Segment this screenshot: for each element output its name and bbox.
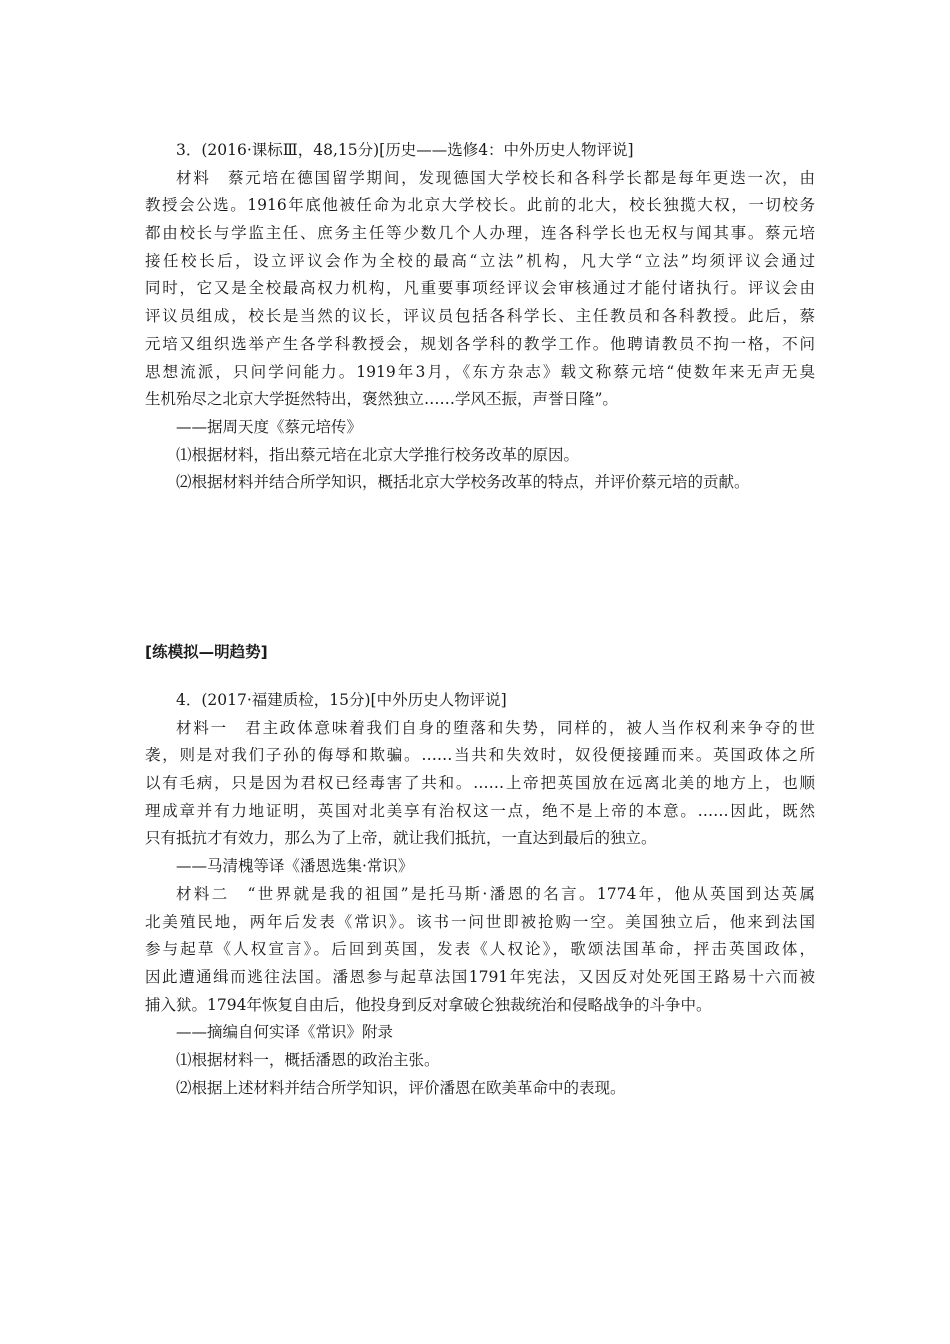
q4-source-2: ——摘编自何实译《常识》附录 [176,1023,394,1042]
q3-question-1: ⑴根据材料，指出蔡元培在北京大学推行校务改革的原因。 [176,445,580,464]
q3-material-line: 教授会公选。1916年底他被任命为北京大学校长。此前的北大，校长独揽大权，一切校务 [145,196,815,215]
q4-material1-line: 以有毛病，只是因为君权已经毒害了共和。……上帝把英国放在远离北美的地方上，也顺 [145,774,815,793]
q3-material-line: 同时，它又是全校最高权力机构，凡重要事项经评议会审核通过才能付诸执行。评议会由 [145,279,815,298]
section-heading: [练模拟—明趋势] [145,643,268,661]
question-3-title: 3．(2016·课标Ⅲ，48,15分)[历史——选修4：中外历史人物评说] [176,141,634,159]
q4-material1-line: 材料一 君主政体意味着我们自身的堕落和失势，同样的，被人当作权利来争夺的世 [176,718,815,737]
q4-material1-line: 理成章并有力地证明，英国对北美享有治权这一点，绝不是上帝的本意。……因此，既然 [145,801,815,820]
q4-material1-line: 只有抵抗才有效力，那么为了上帝，就让我们抵抗，一直达到最后的独立。 [145,829,657,848]
q4-material2-line: 北美殖民地，两年后发表《常识》。该书一问世即被抢购一空。美国独立后，他来到法国 [145,912,815,931]
q3-material-line: 生机殆尽之北京大学挺然特出，褒然独立……学风丕振，声誉日隆”。 [145,390,618,409]
q4-question-1: ⑴根据材料一，概括潘恩的政治主张。 [176,1050,440,1069]
q3-material-line: 材料 蔡元培在德国留学期间，发现德国大学校长和各科学长都是每年更迭一次，由 [176,168,815,187]
q4-material2-line: 捕入狱。1794年恢复自由后，他投身到反对拿破仑独裁统治和侵略战争的斗争中。 [145,995,712,1014]
question-4 [145,687,815,1102]
q4-material2-line: 参与起草《人权宣言》。后回到英国，发表《人权论》，歌颂法国革命，抨击英国政体， [145,940,815,959]
q4-material2-line: 因此遭通缉而逃往法国。潘恩参与起草法国1791年宪法，又因反对处死国王路易十六而被 [145,967,815,986]
q4-question-2: ⑵根据上述材料并结合所学知识，评价潘恩在欧美革命中的表现。 [176,1078,626,1097]
q4-material2-line: 材料二 “世界就是我的祖国”是托马斯·潘恩的名言。1774年，他从英国到达英属 [176,884,815,903]
q4-source-1: ——马清槐等译《潘恩选集·常识》 [176,857,414,876]
q3-source: ——据周天度《蔡元培传》 [176,417,363,436]
q3-material-line: 接任校长后，设立评议会作为全校的最高“立法”机构，凡大学“立法”均须评议会通过 [145,251,815,270]
question-3 [145,137,815,497]
q3-material-line: 元培又组织选举产生各学科教授会，规划各学科的教学工作。他聘请教员不拘一格，不问 [145,334,815,353]
q3-material-line: 评议员组成，校长是当然的议长，评议员包括各科学长、主任教员和各科教授。此后，蔡 [145,307,815,326]
q3-material-line: 都由校长与学监主任、庶务主任等少数几个人办理，连各科学长也无权与闻其事。蔡元培 [145,224,815,243]
question-4-title: 4．(2017·福建质检，15分)[中外历史人物评说] [176,691,507,709]
q3-question-2: ⑵根据材料并结合所学知识，概括北京大学校务改革的特点，并评价蔡元培的贡献。 [176,473,750,492]
q3-material-line: 思想流派，只问学问能力。1919年3月，《东方杂志》载文称蔡元培“使数年来无声无臭 [145,362,815,381]
q4-material1-line: 袭，则是对我们子孙的侮辱和欺骗。……当共和失效时，奴役便接踵而来。英国政体之所 [145,746,815,765]
